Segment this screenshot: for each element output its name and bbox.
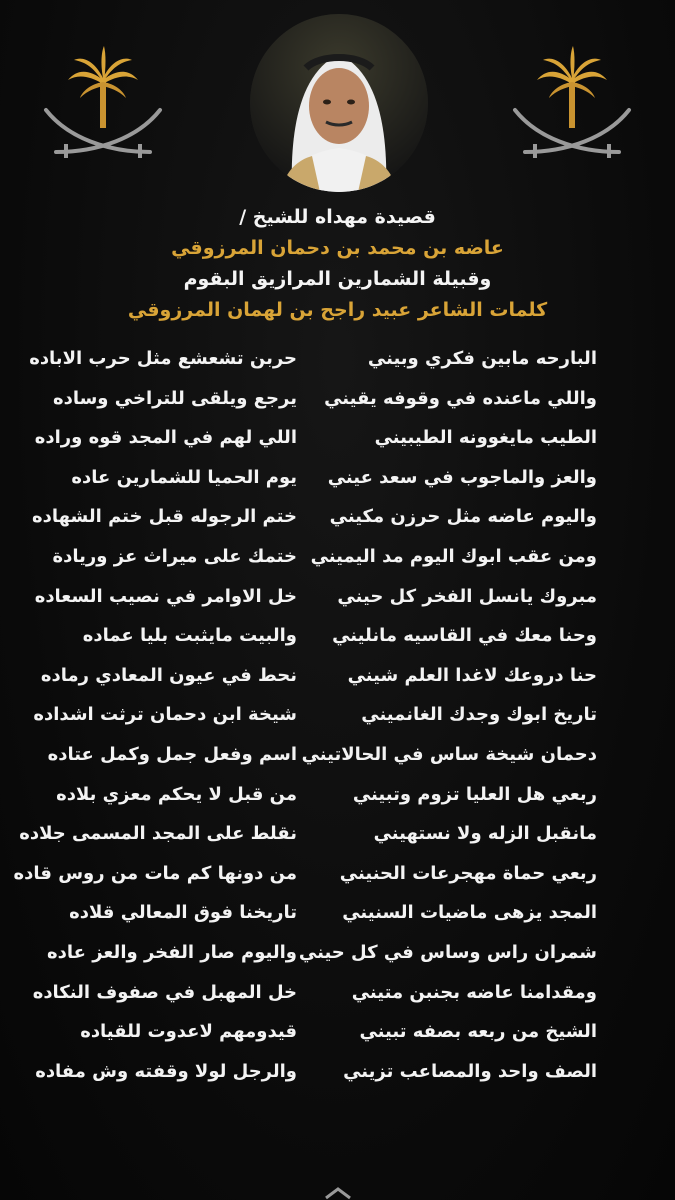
verse-second-hemistich: واليوم صار الفخر والعز عاده [47, 941, 297, 963]
verse-second-hemistich: اسم وفعل جمل وكمل عتاده [47, 743, 297, 765]
verse-first-hemistich: الصف واحد والمصاعب تزيني [343, 1060, 597, 1082]
verse-first-hemistich: البارحه مابين فكري وبيني [367, 348, 597, 369]
palm-tree-icon [537, 46, 607, 128]
honoree-name: عاضه بن محمد بن دحمان المرزوقي [171, 237, 504, 259]
palm-and-swords-emblem-left [38, 40, 168, 170]
verse-second-hemistich: خل الاوامر في نصيب السعاده [34, 585, 297, 607]
verse-first-hemistich: المجد يزهى ماضيات السنيني [342, 902, 597, 924]
verse-second-hemistich: نحط في عيون المعادي رماده [40, 664, 297, 686]
verse-first-hemistich: ربعي حماة مهجرعات الحنيني [339, 862, 597, 884]
verse-row [0, 701, 675, 741]
verse-row [0, 464, 675, 504]
verse-row [0, 345, 675, 385]
verse-second-hemistich: ختم الرجوله قبل ختم الشهاده [32, 506, 297, 528]
verse-second-hemistich: حربن تشعشع مثل حرب الاباده [29, 348, 297, 369]
verse-row [0, 781, 675, 821]
poem-header [0, 202, 675, 326]
verse-first-hemistich: تاريخ ابوك وجدك الغانميني [361, 704, 597, 726]
verse-row [0, 662, 675, 702]
verse-first-hemistich: واليوم عاضه مثل حرزن مكيني [329, 506, 597, 528]
verse-first-hemistich: الشيخ من ربعه بصفه تبيني [359, 1021, 597, 1043]
verse-second-hemistich: والبيت مايثبت بليا عماده [82, 625, 297, 647]
verse-first-hemistich: مانقبل الزله ولا نستهيني [373, 823, 597, 845]
scroll-indicator-icon [322, 1186, 354, 1200]
verse-second-hemistich: والرجل لولا وقفته وش مفاده [35, 1060, 297, 1082]
verse-second-hemistich: شيخة ابن دحمان ترثت اشداده [33, 704, 297, 726]
tribe-line: وقبيلة الشمارين المرازيق البقوم [183, 268, 492, 290]
verse-row [0, 820, 675, 860]
verse-second-hemistich: يرجع ويلقى للتراخي وساده [52, 387, 297, 409]
verse-second-hemistich: من قبل لا يحكم معزي بلاده [56, 783, 297, 805]
palm-and-swords-emblem-right [507, 40, 637, 170]
verse-row [0, 939, 675, 979]
verse-second-hemistich: يوم الحميا للشمارين عاده [71, 466, 297, 488]
verse-row [0, 860, 675, 900]
verse-first-hemistich: وحنا معك في القاسيه مانليني [332, 625, 597, 647]
verse-first-hemistich: حنا دروعك لاغدا العلم شيني [347, 664, 597, 686]
verse-row [0, 741, 675, 781]
verse-second-hemistich: خل المهبل في صفوف النكاده [32, 981, 297, 1003]
verse-first-hemistich: شمران راس وساس في كل حيني [298, 941, 597, 963]
palm-tree-icon [68, 46, 138, 128]
verse-row [0, 385, 675, 425]
verse-second-hemistich: نقلط على المجد المسمى جلاده [19, 823, 297, 845]
verse-first-hemistich: والعز والماجوب في سعد عيني [327, 466, 597, 488]
verse-first-hemistich: ربعي هل العليا تزوم وتبيني [352, 783, 597, 805]
poem-verses [0, 345, 675, 1097]
verse-row [0, 543, 675, 583]
portrait-photo [250, 14, 428, 192]
verse-row [0, 899, 675, 939]
verse-row [0, 1058, 675, 1098]
verse-first-hemistich: ومقدامنا عاضه بجنبن متيني [351, 981, 597, 1003]
verse-row [0, 622, 675, 662]
dedication-line: قصيدة مهداه للشيخ / [239, 206, 436, 228]
verse-row [0, 424, 675, 464]
verse-first-hemistich: مبروك يانسل الفخر كل حيني [337, 585, 597, 607]
verse-second-hemistich: من دونها كم مات من روس قاده [13, 862, 297, 884]
verse-second-hemistich: قيدومهم لاعدوت للقياده [80, 1021, 297, 1043]
verse-row [0, 979, 675, 1019]
verse-second-hemistich: اللي لهم في المجد قوه وراده [34, 427, 297, 449]
verse-first-hemistich: ومن عقب ابوك اليوم مد اليميني [310, 545, 597, 567]
verse-first-hemistich: الطيب مايغوونه الطيبيني [374, 427, 597, 449]
verse-first-hemistich: دحمان شيخة ساس في الحالاتيني [301, 743, 597, 765]
verse-row [0, 503, 675, 543]
verse-first-hemistich: واللي ماعنده في وقوفه يقيني [324, 387, 597, 409]
verse-row [0, 1018, 675, 1058]
verse-second-hemistich: تاريخنا فوق المعالي قلاده [69, 902, 297, 924]
poet-credit: كلمات الشاعر عبيد راجح بن لهمان المرزوقي [127, 299, 548, 321]
verse-second-hemistich: ختمك على ميراث عز وريادة [52, 545, 297, 567]
verse-row [0, 583, 675, 623]
